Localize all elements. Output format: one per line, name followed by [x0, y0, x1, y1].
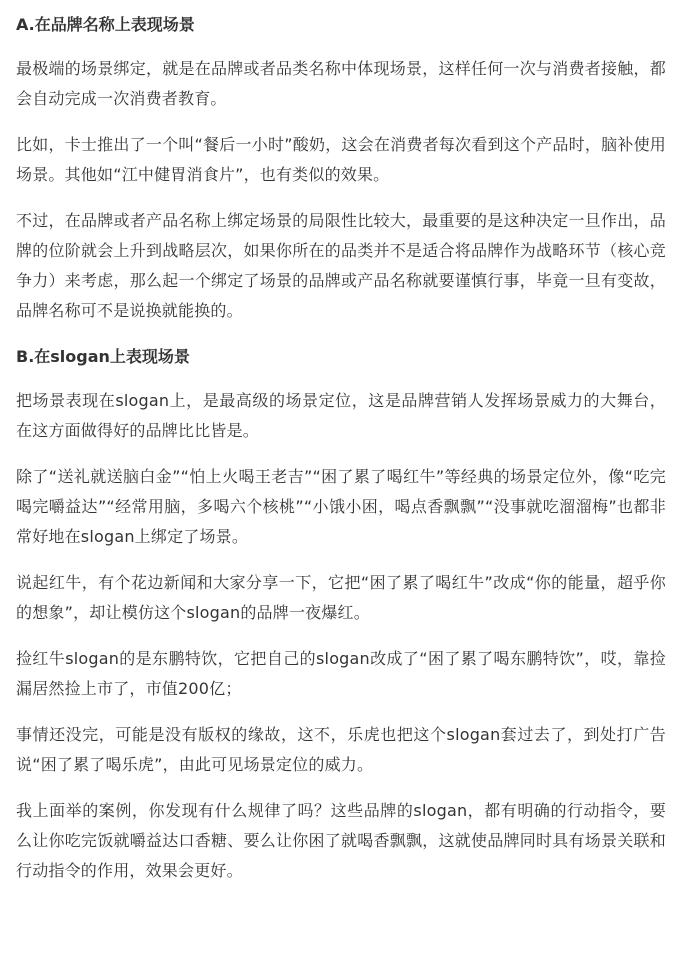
section-b-paragraph-6: 我上面举的案例，你发现有什么规律了吗？这些品牌的slogan，都有明确的行动指令，要么让你吃完饭就嚼益达口香糖、要么让你困了就喝香飘飘，这就使品牌同时具有场景关联和行动指令的作用，效果会更好。	[16, 801, 666, 880]
section-b-paragraph-2: 除了“送礼就送脑白金”“怕上火喝王老吉”“困了累了喝红牛”等经典的场景定位外，像“吃完喝完嚼益达”“经常用脑，多喝六个核桃”“小饿小困，喝点香飘飘”“没事就吃溜溜梅”也都非常好地在slogan上绑定了场景。	[16, 467, 666, 546]
section-b-paragraph-3: 说起红牛，有个花边新闻和大家分享一下，它把“困了累了喝红牛”改成“你的能量，超乎你的想象”，却让模仿这个slogan的品牌一夜爆红。	[16, 573, 666, 622]
section-b-heading: B.在slogan上表现场景	[16, 347, 190, 366]
section-a-paragraph-1: 最极端的场景绑定，就是在品牌或者品类名称中体现场景，这样任何一次与消费者接触，都会自动完成一次消费者教育。	[16, 59, 666, 108]
section-b-paragraph-4: 捡红牛slogan的是东鹏特饮，它把自己的slogan改成了“困了累了喝东鹏特饮”，哎，靠捡漏居然捡上市了，市值200亿；	[16, 649, 666, 698]
section-a-heading: A.在品牌名称上表现场景	[16, 15, 195, 34]
section-b-paragraph-5: 事情还没完，可能是没有版权的缘故，这不，乐虎也把这个slogan套过去了，到处打广告说“困了累了喝乐虎”，由此可见场景定位的威力。	[16, 725, 666, 774]
article-body	[16, 10, 666, 886]
section-a-paragraph-3: 不过，在品牌或者产品名称上绑定场景的局限性比较大，最重要的是这种决定一旦作出，品牌的位阶就会上升到战略层次，如果你所在的品类并不是适合将品牌作为战略环节（核心竞争力）来考虑，那么起一个绑定了场景的品牌或产品名称就要谨慎行事，毕竟一旦有变故，品牌名称可不是说换就能换的。	[16, 211, 666, 320]
section-a-paragraph-2: 比如，卡士推出了一个叫“餐后一小时”酸奶，这会在消费者每次看到这个产品时，脑补使用场景。其他如“江中健胃消食片”，也有类似的效果。	[16, 135, 666, 184]
section-b-paragraph-1: 把场景表现在slogan上，是最高级的场景定位，这是品牌营销人发挥场景威力的大舞台，在这方面做得好的品牌比比皆是。	[16, 391, 666, 440]
